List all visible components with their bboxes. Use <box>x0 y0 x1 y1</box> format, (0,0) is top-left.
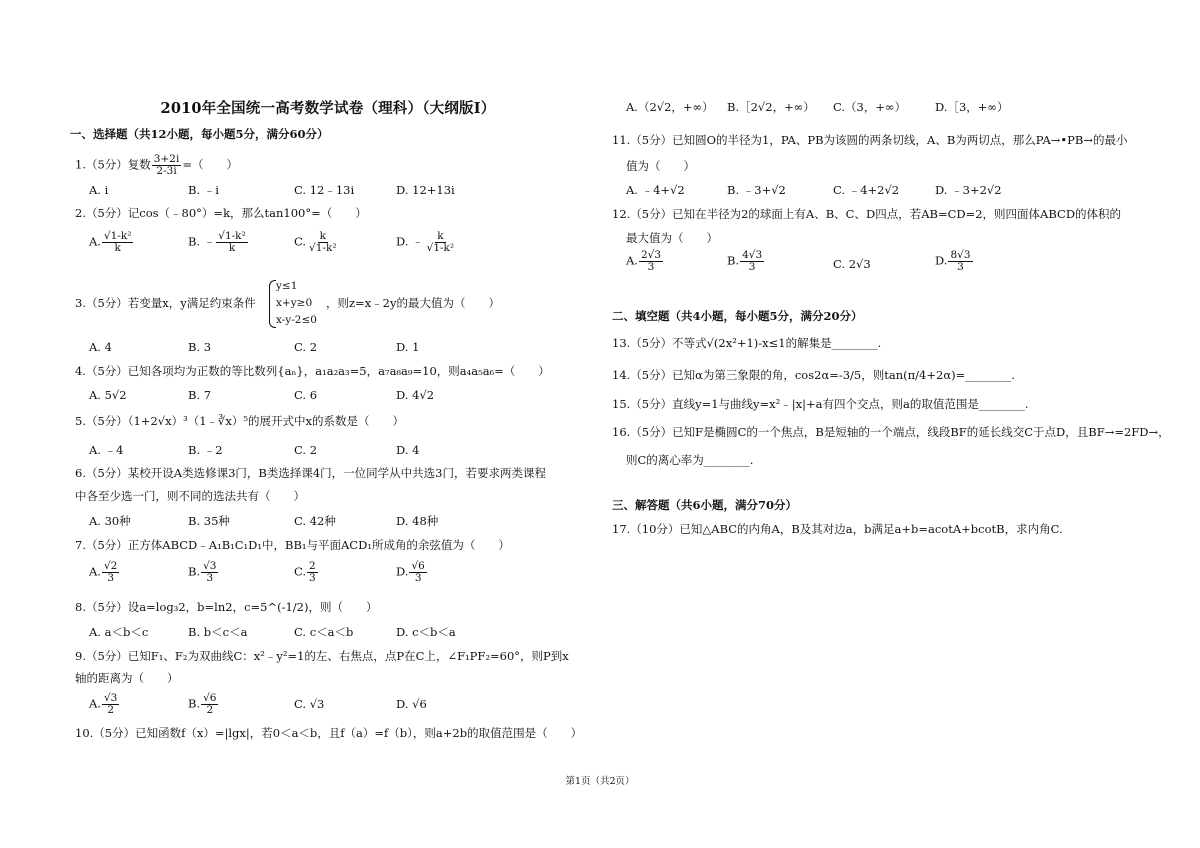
q7-b-label: B. <box>188 564 201 579</box>
question-16-line1: 16.（5分）已知F是椭圆C的一个焦点，B是短轴的一个端点，线段BF的延长线交C于点D，且BF→=2FD→， <box>612 425 1170 439</box>
q10-option-a: A.（2√2，+∞） <box>626 100 714 114</box>
q7-b-frac <box>201 561 218 584</box>
q2-d-frac <box>425 231 457 254</box>
question-16-line2: 则C的离心率为________. <box>626 453 754 467</box>
q12-d-num: 8√3 <box>950 249 971 261</box>
question-1 <box>75 154 238 177</box>
q12-b-den: 3 <box>748 261 756 273</box>
section-answer: 三、解答题（共6小题，满分70分） <box>612 498 798 512</box>
q2-option-a <box>89 231 134 254</box>
q2-b-frac <box>216 231 248 254</box>
q7-option-d <box>396 561 428 584</box>
q7-d-den: 3 <box>414 572 422 584</box>
q7-option-c <box>294 561 319 584</box>
q5-option-d: D. 4 <box>396 443 420 457</box>
q7-d-num: √6 <box>411 560 425 572</box>
q7-c-num: 2 <box>309 560 316 572</box>
q12-a-den: 3 <box>647 261 655 273</box>
q5-option-b: B. ﹣2 <box>188 443 223 457</box>
q9-b-num: √6 <box>203 692 217 704</box>
q1-stem-post: =（ ） <box>182 157 238 172</box>
q11-option-d: D. ﹣3+2√2 <box>935 183 1002 197</box>
q7-b-num: √3 <box>203 560 217 572</box>
q4-option-c: C. 6 <box>294 388 318 402</box>
section-multiple-choice: 一、选择题（共12小题，每小题5分，满分60分） <box>70 127 329 141</box>
q3-option-b: B. 3 <box>188 340 212 354</box>
q2-option-d <box>396 231 457 254</box>
q3-option-c: C. 2 <box>294 340 318 354</box>
question-14: 14.（5分）已知α为第三象限的角，cos2α=-3/5，则tan(π/4+2α)=________. <box>612 368 1015 382</box>
q9-b-label: B. <box>188 696 201 711</box>
q12-b-label: B. <box>727 253 740 268</box>
q9-option-c: C. √3 <box>294 697 325 711</box>
q10-option-d: D.［3，+∞） <box>935 100 1009 114</box>
q7-b-den: 3 <box>206 572 214 584</box>
section-fill-in: 二、填空题（共4小题，每小题5分，满分20分） <box>612 309 863 323</box>
q9-option-d: D. √6 <box>396 697 427 711</box>
q2-a-num: √1-k² <box>103 230 132 242</box>
q1-option-b: B. ﹣i <box>188 183 219 197</box>
q2-d-den: √1-k² <box>426 242 455 254</box>
q7-a-num: √2 <box>103 560 118 572</box>
q2-option-b <box>188 231 249 254</box>
q2-b-num: √1-k² <box>218 230 246 242</box>
question-2: 2.（5分）记cos（﹣80°）=k，那么tan100°=（ ） <box>75 206 367 220</box>
q7-c-label: C. <box>294 564 307 579</box>
q7-option-b <box>188 561 219 584</box>
q2-option-c <box>294 231 340 254</box>
q1-stem-pre: 1.（5分）复数 <box>75 157 151 172</box>
q2-b-den: k <box>228 242 236 254</box>
q12-option-a <box>626 250 664 273</box>
q12-option-d <box>935 250 974 273</box>
q2-a-label: A. <box>89 234 101 249</box>
q9-option-a <box>89 693 120 716</box>
question-10: 10.（5分）已知函数f（x）=|lgx|，若0＜a＜b，且f（a）=f（b），则a+2b的取值范围是（ ） <box>75 726 583 740</box>
q3-constraint-2: x+y≥0 <box>276 297 313 309</box>
q1-fraction <box>152 154 182 177</box>
q9-a-num: √3 <box>103 692 118 704</box>
question-11-line1: 11.（5分）已知圆O的半径为1，PA、PB为该圆的两条切线，A、B为两切点，那么PA→•PB→的最小 <box>612 133 1128 147</box>
question-4: 4.（5分）已知各项均为正数的等比数列{aₙ}，a₁a₂a₃=5，a₇a₈a₉=10，则a₄a₅a₆=（ ） <box>75 364 550 378</box>
q2-d-label: D. ﹣ <box>396 234 424 249</box>
q2-c-label: C. <box>294 234 307 249</box>
q6-option-b: B. 35种 <box>188 514 230 528</box>
q9-a-label: A. <box>89 696 101 711</box>
question-12-line1: 12.（5分）已知在半径为2的球面上有A、B、C、D四点，若AB=CD=2，则四面体ABCD的体积的 <box>612 207 1122 221</box>
q8-option-d: D. c＜b＜a <box>396 625 456 639</box>
q1-frac-den: 2-3i <box>156 165 177 177</box>
q5-option-a: A. ﹣4 <box>89 443 124 457</box>
q10-option-b: B.［2√2，+∞） <box>727 100 815 114</box>
q1-frac-num: 3+2i <box>153 153 180 165</box>
q1-option-d: D. 12+13i <box>396 183 455 197</box>
q9-b-den: 2 <box>206 704 214 716</box>
q7-a-label: A. <box>89 564 101 579</box>
q6-option-a: A. 30种 <box>89 514 131 528</box>
question-11-line2: 值为（ ） <box>626 159 695 173</box>
question-7: 7.（5分）正方体ABCD﹣A₁B₁C₁D₁中，BB₁与平面ACD₁所成角的余弦值为（ ） <box>75 538 510 552</box>
q7-a-frac <box>102 561 119 584</box>
q7-d-frac <box>409 561 426 584</box>
q6-option-d: D. 48种 <box>396 514 439 528</box>
q12-option-c: C. 2√3 <box>833 257 871 271</box>
question-15: 15.（5分）直线y=1与曲线y=x²﹣|x|+a有四个交点，则a的取值范围是________. <box>612 397 1029 411</box>
question-9-line1: 9.（5分）已知F₁、F₂为双曲线C：x²﹣y²=1的左、右焦点，点P在C上，∠F₁PF₂=60°，则P到x <box>75 649 569 663</box>
question-6-line2: 中各至少选一门，则不同的选法共有（ ） <box>75 489 305 503</box>
q8-option-c: C. c＜a＜b <box>294 625 354 639</box>
q9-b-frac <box>201 693 218 716</box>
question-5: 5.（5分）（1+2√x）³（1﹣∛x）⁵的展开式中x的系数是（ ） <box>75 414 404 428</box>
paper-title: 2010年全国统一高考数学试卷（理科）（大纲版Ⅰ） <box>160 100 496 117</box>
q3-brace <box>269 280 276 328</box>
q11-option-a: A. ﹣4+√2 <box>626 183 685 197</box>
q10-option-c: C.（3，+∞） <box>833 100 907 114</box>
question-17: 17.（10分）已知△ABC的内角A，B及其对边a，b满足a+b=acotA+bcotB，求内角C. <box>612 522 1063 536</box>
q12-d-frac <box>948 250 972 273</box>
q12-d-den: 3 <box>957 261 964 273</box>
q12-a-label: A. <box>626 253 638 268</box>
question-9-line2: 轴的距离为（ ） <box>75 671 179 685</box>
q2-c-den: √1-k² <box>309 242 337 254</box>
q2-a-frac <box>102 231 134 254</box>
q3-option-a: A. 4 <box>89 340 112 354</box>
q3-constraint-3: x-y-2≤0 <box>276 314 317 326</box>
q2-d-num: k <box>437 230 444 242</box>
q9-a-den: 2 <box>107 704 114 716</box>
q9-a-frac <box>102 693 119 716</box>
q2-c-frac <box>307 231 339 254</box>
q7-c-frac <box>307 561 318 584</box>
q12-d-label: D. <box>935 253 948 268</box>
q8-option-b: B. b＜c＜a <box>188 625 248 639</box>
q12-a-num: 2√3 <box>640 249 662 261</box>
q11-option-c: C. ﹣4+2√2 <box>833 183 900 197</box>
question-8: 8.（5分）设a=log₃2，b=ln2，c=5^(-1/2)，则（ ） <box>75 600 378 614</box>
q8-option-a: A. a＜b＜c <box>89 625 149 639</box>
question-3-stem-post: ，则z=x﹣2y的最大值为（ ） <box>326 296 500 310</box>
q2-a-den: k <box>114 242 121 254</box>
q6-option-c: C. 42种 <box>294 514 336 528</box>
q4-option-a: A. 5√2 <box>89 388 127 402</box>
q4-option-d: D. 4√2 <box>396 388 435 402</box>
q9-option-b <box>188 693 219 716</box>
q1-option-c: C. 12﹣13i <box>294 183 355 197</box>
question-6-line1: 6.（5分）某校开设A类选修课3门，B类选择课4门，一位同学从中共选3门，若要求两类课程 <box>75 466 546 480</box>
q11-option-b: B. ﹣3+√2 <box>727 183 786 197</box>
q12-a-frac <box>639 250 663 273</box>
q12-b-frac <box>740 250 764 273</box>
q12-option-b <box>727 250 765 273</box>
question-3-stem-pre: 3.（5分）若变量x，y满足约束条件 <box>75 296 256 310</box>
q5-option-c: C. 2 <box>294 443 318 457</box>
q7-d-label: D. <box>396 564 409 579</box>
question-13: 13.（5分）不等式√(2x²+1)-x≤1的解集是________. <box>612 336 882 350</box>
q1-option-a: A. i <box>89 183 109 197</box>
q7-option-a <box>89 561 120 584</box>
q3-constraint-1: y≤1 <box>276 280 298 292</box>
q12-b-num: 4√3 <box>742 249 763 261</box>
question-12-line2: 最大值为（ ） <box>626 231 718 245</box>
q2-b-label: B. ﹣ <box>188 234 216 249</box>
page-footer: 第1页（共2页） <box>565 776 635 787</box>
q4-option-b: B. 7 <box>188 388 212 402</box>
q2-c-num: k <box>319 230 326 242</box>
q3-option-d: D. 1 <box>396 340 420 354</box>
q7-c-den: 3 <box>309 572 316 584</box>
q7-a-den: 3 <box>107 572 114 584</box>
